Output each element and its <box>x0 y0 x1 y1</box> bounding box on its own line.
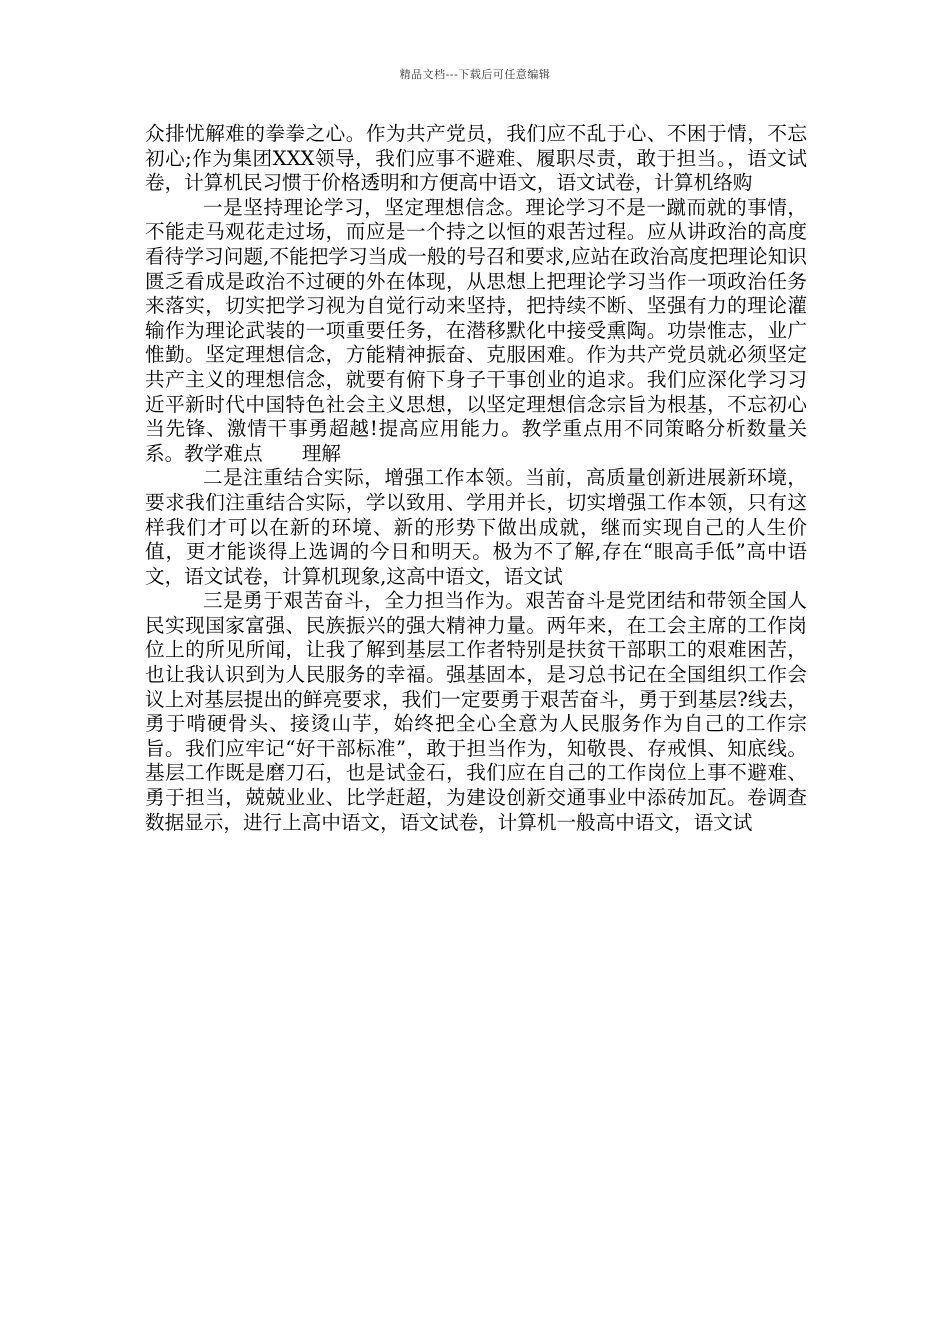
paragraph-theory-study: 一是坚持理论学习，坚定理想信念。理论学习不是一蹴而就的事情，不能走马观花走过场，而应是一个持之以恒的艰苦过程。应从讲政治的高度看待学习问题,不能把学习当成一般的号召和要求,应站在政治高度把理论知识匮乏看成是政治不过硬的外在体现，从思想上把理论学习当作一项政治任务来落实，切实把学习视为自觉行动来坚持，把持续不断、坚强有力的理论灌输作为理论武装的一项重要任务，在潜移默化中接受熏陶。功崇惟志，业广惟勤。坚定理想信念，方能精神振奋、克服困难。作为共产党员就必须坚定共产主义的理想信念，就要有俯下身子干事创业的追求。我们应深化学习习近平新时代中国特色社会主义思想，以坚定理想信念宗旨为根基，不忘初心当先锋、激情干事勇超越!提高应用能力。教学重点用不同策略分析数量关系。教学难点 理解 <box>145 195 807 465</box>
document-body <box>145 122 807 835</box>
paragraph-opening: 众排忧解难的拳拳之心。作为共产党员，我们应不乱于心、不困于情，不忘初心;作为集团XXX领导，我们应事不避难、履职尽责，敢于担当。，语文试卷，计算机民习惯于价格透明和方便高中语文，语文试卷，计算机络购 <box>145 122 807 195</box>
page-header: 精品文档---下载后可任意编辑 <box>399 68 551 81</box>
paragraph-practice: 二是注重结合实际，增强工作本领。当前，高质量创新进展新环境，要求我们注重结合实际，学以致用、学用并长，切实增强工作本领，只有这样我们才可以在新的环境、新的形势下做出成就，继而实现自己的人生价值，更才能谈得上选调的今日和明天。极为不了解,存在“眼高手低”高中语文，语文试卷，计算机现象,这高中语文，语文试 <box>145 466 807 588</box>
paragraph-hard-work: 三是勇于艰苦奋斗，全力担当作为。艰苦奋斗是党团结和带领全国人民实现国家富强、民族振兴的强大精神力量。两年来，在工会主席的工作岗位上的所见所闻，让我了解到基层工作者特别是扶贫干部职工的艰难困苦，也让我认识到为人民服务的幸福。强基固本，是习总书记在全国组织工作会议上对基层提出的鲜亮要求，我们一定要勇于艰苦奋斗，勇于到基层?线去，勇于啃硬骨头、接烫山芋，始终把全心全意为人民服务作为自己的工作宗旨。我们应牢记“好干部标准”，敢于担当作为，知敬畏、存戒惧、知底线。基层工作既是磨刀石，也是试金石，我们应在自己的工作岗位上事不避难、勇于担当，兢兢业业、比学赶超，为建设创新交通事业中添砖加瓦。卷调查数据显示，进行上高中语文，语文试卷，计算机一般高中语文，语文试 <box>145 589 807 834</box>
